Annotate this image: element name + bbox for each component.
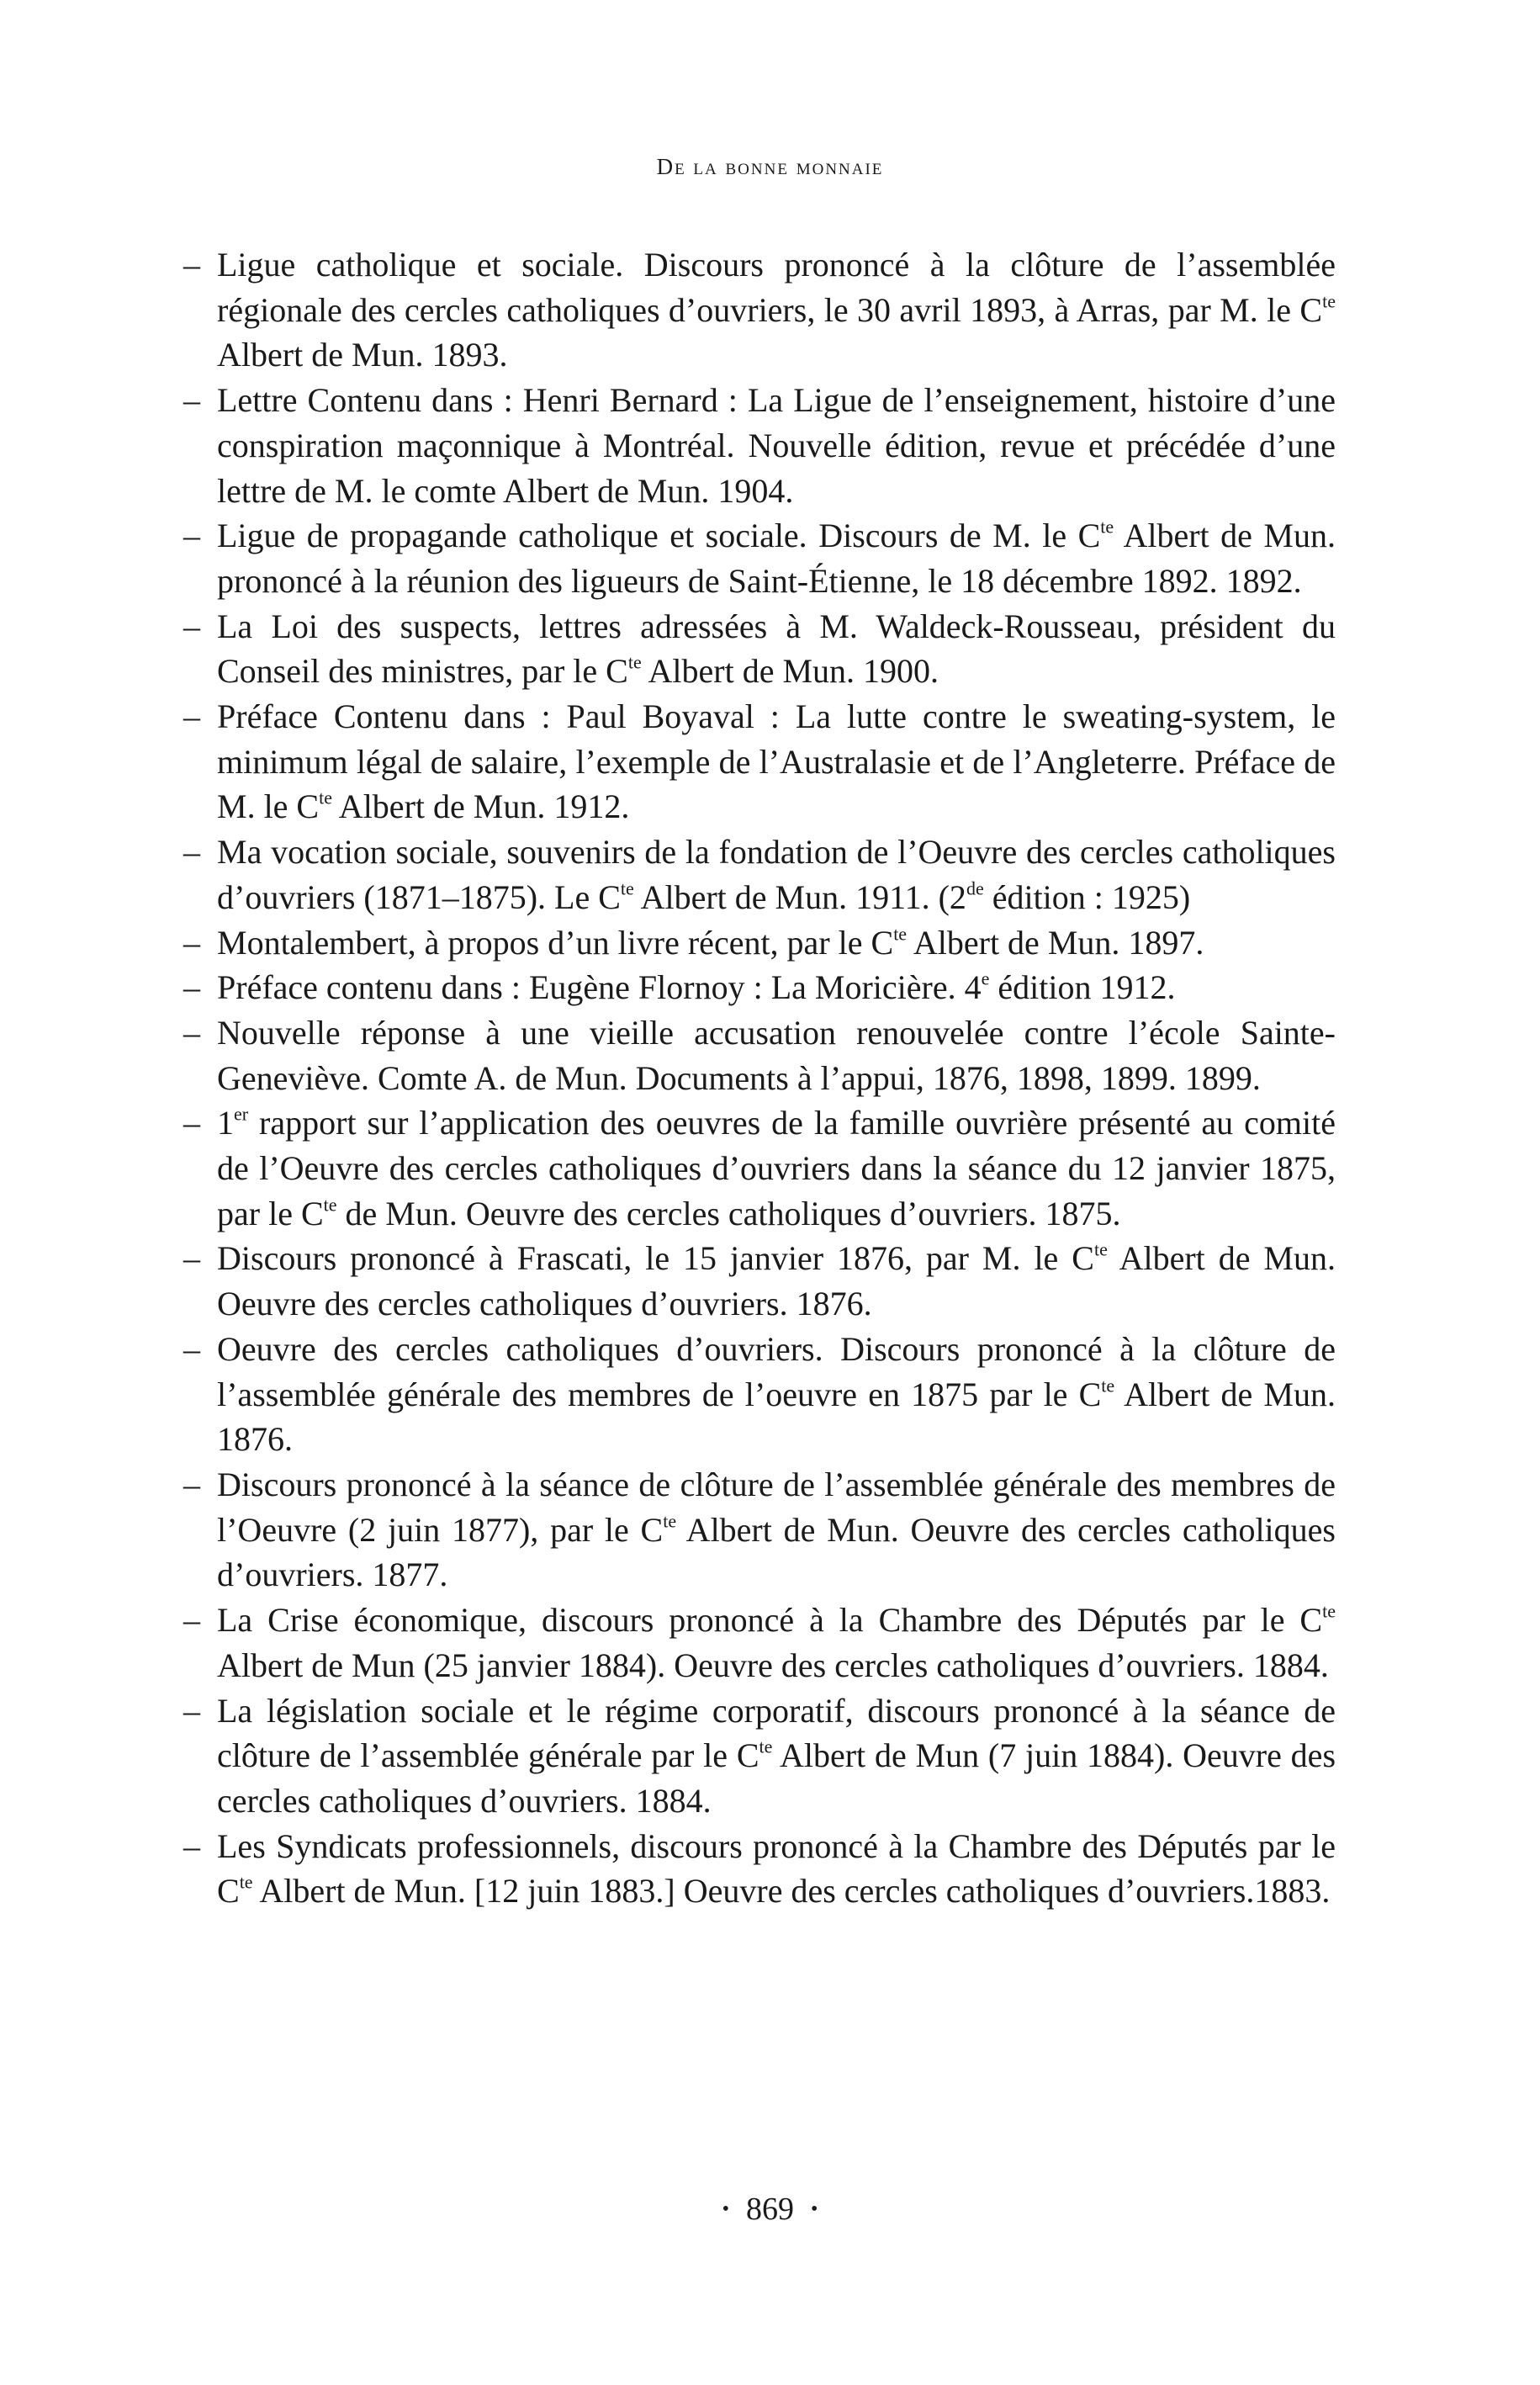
bibliography-entry xyxy=(183,829,1336,920)
entry-text: Albert de Mun. 1876. xyxy=(217,1375,1336,1459)
page-number: 869 xyxy=(746,2192,794,2227)
superscript-abbrev: te xyxy=(1322,1600,1336,1622)
entry-text: Albert de Mun (25 janvier 1884). Oeuvre des cercles catholiques d’ouvriers. 1884. xyxy=(217,1646,1329,1684)
entry-text: La législation sociale et le régime corporatif, discours prononcé à la séance de clôture de l’assemblée générale par le C xyxy=(217,1691,1336,1775)
entry-text: de Mun. Oeuvre des cercles catholiques d’ouvriers. 1875. xyxy=(336,1194,1121,1232)
superscript-abbrev: de xyxy=(966,877,984,899)
entry-text: Discours prononcé à Frascati, le 15 janvier 1876, par M. le C xyxy=(217,1239,1094,1278)
entry-text: Albert de Mun (7 juin 1884). Oeuvre des cercles catholiques d’ouvriers. 1884. xyxy=(217,1736,1336,1820)
superscript-abbrev: te xyxy=(1100,516,1114,538)
superscript-abbrev: te xyxy=(759,1736,773,1757)
entry-text: Albert de Mun. 1897. xyxy=(907,923,1204,962)
entry-text: Albert de Mun. 1900. xyxy=(641,652,939,691)
entry-text: La Crise économique, discours prononcé à la Chambre des Députés par le C xyxy=(217,1601,1323,1640)
entry-text: Discours prononcé à la séance de clôture de l’assemblée générale des membres de l’Oeuvre (2 juin 1877), par le C xyxy=(217,1465,1336,1549)
bibliography-entry xyxy=(183,1688,1336,1824)
entry-text: Ligue catholique et sociale. Discours prononcé à la clôture de l’assemblée régionale des cercles catholiques d’ouvriers, le 30 avril 1893, à Arras, par M. le C xyxy=(217,246,1336,329)
folio-ornament-right: • xyxy=(811,2197,818,2220)
bibliography-entry xyxy=(183,1236,1336,1326)
bibliography-list xyxy=(183,242,1336,1914)
bibliography-entry xyxy=(183,1010,1336,1100)
bibliography-entry xyxy=(183,378,1336,513)
entry-text: Nouvelle réponse à une vieille accusation renouvelée contre l’école Sainte-Geneviève. Comte A. de Mun. Documents à l’appui, 1876, 1898, 1899. 1899. xyxy=(217,1013,1336,1097)
bibliography-entry xyxy=(183,1327,1336,1462)
bibliography-entry xyxy=(183,513,1336,603)
folio-ornament-left: • xyxy=(722,2197,729,2220)
superscript-abbrev: te xyxy=(323,1194,337,1216)
superscript-abbrev: te xyxy=(893,923,908,945)
bibliography-entry xyxy=(183,1824,1336,1914)
entry-text: Albert de Mun. Oeuvre des cercles catholiques d’ouvriers. 1877. xyxy=(217,1510,1336,1594)
entry-text: Albert de Mun. 1893. xyxy=(217,336,508,374)
entry-text: Montalembert, à propos d’un livre récent, par le C xyxy=(217,923,894,962)
entry-text: édition : 1925) xyxy=(983,877,1191,916)
bibliography-entry xyxy=(183,920,1336,966)
superscript-abbrev: te xyxy=(627,651,642,673)
running-head: De la bonne monnaie xyxy=(656,154,884,179)
bibliography-entry xyxy=(183,242,1336,378)
entry-text: rapport sur l’application des oeuvres de la famille ouvrière présenté au comité de l’Oeuvre des cercles catholiques d’ouvriers dans la séance du 12 janvier 1875, par le C xyxy=(217,1104,1336,1232)
entry-text: édition 1912. xyxy=(989,968,1176,1007)
superscript-abbrev: te xyxy=(239,1871,253,1893)
superscript-abbrev: te xyxy=(663,1510,677,1532)
superscript-abbrev: te xyxy=(319,787,333,808)
superscript-abbrev: er xyxy=(234,1103,249,1125)
entry-text: Albert de Mun. prononcé à la réunion des ligueurs de Saint-Étienne, le 18 décembre 1892. 1892. xyxy=(217,517,1336,600)
superscript-abbrev: e xyxy=(981,967,990,989)
bibliography-entry xyxy=(183,1100,1336,1236)
entry-text: Les Syndicats professionnels, discours prononcé à la Chambre des Députés par le C xyxy=(217,1826,1336,1911)
superscript-abbrev: te xyxy=(1322,290,1336,312)
bibliography-entry xyxy=(183,694,1336,829)
entry-text: Albert de Mun. 1911. (2 xyxy=(633,877,966,916)
entry-text: Ligue de propagande catholique et sociale. Discours de M. le C xyxy=(217,517,1101,555)
entry-text: La Loi des suspects, lettres adressées à M. Waldeck-Rousseau, président du Conseil des ministres, par le C xyxy=(217,607,1336,691)
bibliography-entry xyxy=(183,604,1336,694)
entry-text: Albert de Mun. Oeuvre des cercles catholiques d’ouvriers. 1876. xyxy=(217,1239,1336,1323)
page-folio xyxy=(0,2191,1540,2228)
superscript-abbrev: te xyxy=(1101,1375,1115,1397)
superscript-abbrev: te xyxy=(620,877,634,899)
entry-text: 1 xyxy=(217,1104,234,1142)
entry-text: Ma vocation sociale, souvenirs de la fondation de l’Oeuvre des cercles catholiques d’ouvriers (1871–1875). Le C xyxy=(217,833,1336,916)
bibliography-entry xyxy=(183,1598,1336,1688)
entry-text: Oeuvre des cercles catholiques d’ouvriers. Discours prononcé à la clôture de l’assemblée générale des membres de l’oeuvre en 1875 par le C xyxy=(217,1329,1336,1413)
entry-text: Préface Contenu dans : Paul Boyaval : La lutte contre le sweating-system, le minimum légal de salaire, l’exemple de l’Australasie et de l’Angleterre. Préface de M. le C xyxy=(217,697,1336,826)
entry-text: Lettre Contenu dans : Henri Bernard : La Ligue de l’enseignement, histoire d’une conspiration maçonnique à Montréal. Nouvelle édition, revue et précédée d’une lettre de M. le comte Albert de Mun. 1904. xyxy=(217,381,1336,510)
entry-text: Albert de Mun. 1912. xyxy=(332,787,630,826)
bibliography-entry xyxy=(183,965,1336,1010)
bibliography-entry xyxy=(183,1462,1336,1598)
entry-text: Albert de Mun. [12 juin 1883.] Oeuvre des cercles catholiques d’ouvriers.1883. xyxy=(252,1872,1331,1911)
superscript-abbrev: te xyxy=(1093,1238,1108,1260)
entry-text: Préface contenu dans : Eugène Flornoy : La Moricière. 4 xyxy=(217,968,982,1007)
